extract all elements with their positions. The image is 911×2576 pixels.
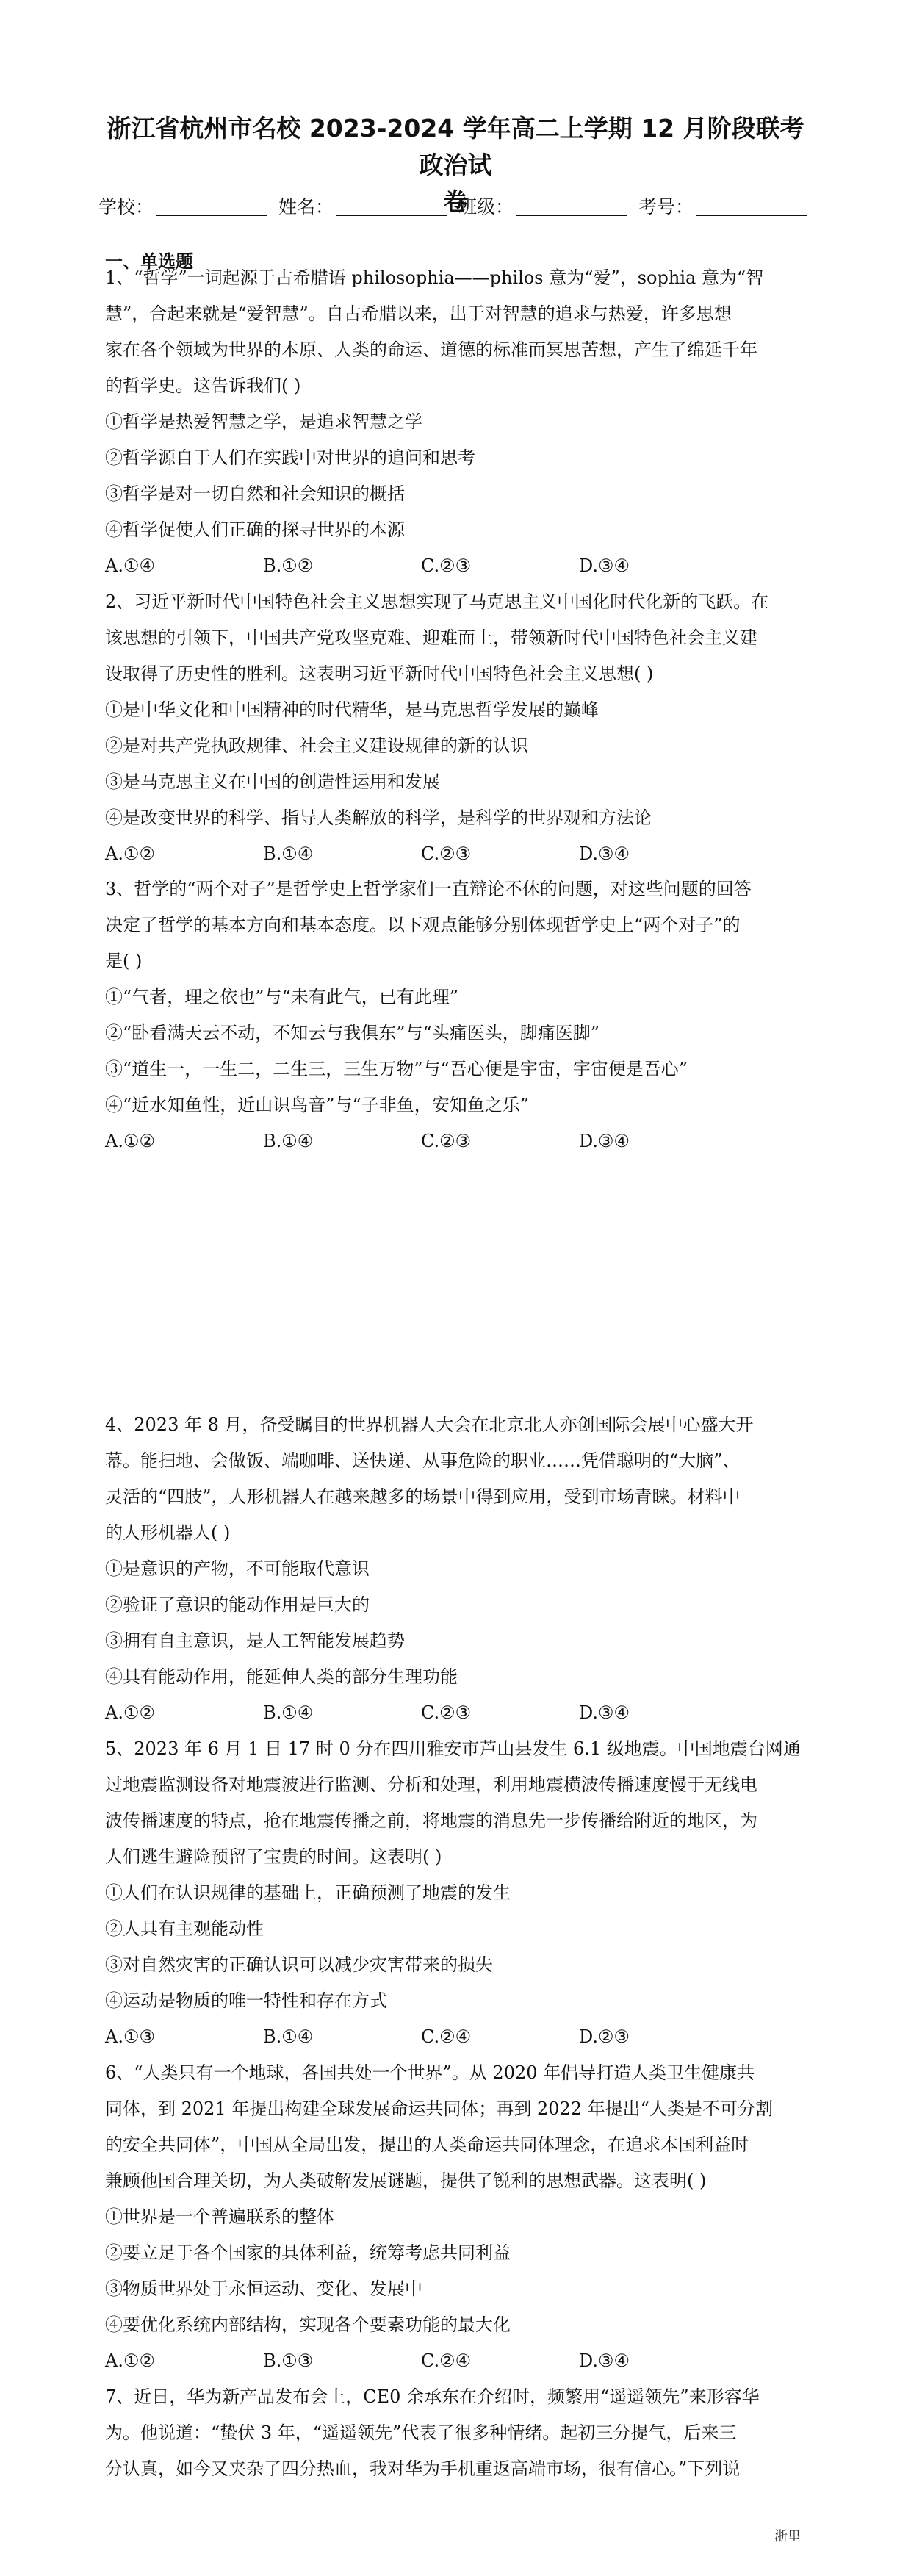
option-statement: ③哲学是对一切自然和社会知识的概括 bbox=[105, 483, 405, 504]
question-4 bbox=[105, 1407, 810, 1731]
exam-title-line-1: 浙江省杭州市名校 2023-2024 学年高二上学期 12 月阶段联考政治试 bbox=[107, 114, 804, 179]
option-statement: ①世界是一个普遍联系的整体 bbox=[105, 2206, 334, 2227]
option-statement: ④哲学促使人们正确的探寻世界的本源 bbox=[105, 519, 405, 540]
choice-a[interactable]: A.①② bbox=[105, 843, 155, 864]
choice-a[interactable]: A.①④ bbox=[105, 555, 155, 576]
answer-choices bbox=[105, 2343, 810, 2379]
class-label: 班级： bbox=[458, 196, 514, 217]
question-stem-line: 1、“哲学”一词起源于古希腊语 philosophia——philos 意为“爱”，sophia 意为“智 bbox=[105, 267, 764, 288]
choice-b[interactable]: B.①④ bbox=[263, 843, 314, 864]
choice-d[interactable]: D.③④ bbox=[579, 1131, 630, 1151]
question-stem-line: 的人形机器人( ) bbox=[105, 1522, 231, 1543]
option-statement: ④是改变世界的科学、指导人类解放的科学，是科学的世界观和方法论 bbox=[105, 807, 652, 828]
student-info-line bbox=[0, 193, 911, 219]
name-blank[interactable] bbox=[336, 199, 447, 216]
choice-d[interactable]: D.③④ bbox=[579, 843, 630, 864]
option-statement: ②人具有主观能动性 bbox=[105, 1918, 264, 1939]
question-3 bbox=[105, 871, 810, 1159]
option-statement: ①“气者，理之依也”与“未有此气，已有此理” bbox=[105, 987, 459, 1007]
choice-a[interactable]: A.①② bbox=[105, 2350, 155, 2371]
option-statement: ①是意识的产物，不可能取代意识 bbox=[105, 1558, 370, 1579]
option-statement: ④具有能动作用，能延伸人类的部分生理功能 bbox=[105, 1666, 458, 1687]
question-stem-line: 兼顾他国合理关切，为人类破解发展谜题，提供了锐利的思想武器。这表明( ) bbox=[105, 2170, 707, 2191]
question-stem-line: 灵活的“四肢”，人形机器人在越来越多的场景中得到应用，受到市场青睐。材料中 bbox=[105, 1486, 741, 1507]
question-stem-line: 是( ) bbox=[105, 951, 143, 971]
question-stem-line: 5、2023 年 6 月 1 日 17 时 0 分在四川雅安市芦山县发生 6.1 级地震。中国地震台网通 bbox=[105, 1738, 801, 1759]
option-statement: ①是中华文化和中国精神的时代精华，是马克思哲学发展的巅峰 bbox=[105, 699, 599, 720]
question-stem-line: 的安全共同体”，中国从全局出发，提出的人类命运共同体理念，在追求本国利益时 bbox=[105, 2134, 749, 2155]
option-statement: ②是对共产党执政规律、社会主义建设规律的新的认识 bbox=[105, 735, 528, 756]
option-statement: ③是马克思主义在中国的创造性运用和发展 bbox=[105, 771, 440, 792]
option-statement: ③物质世界处于永恒运动、变化、发展中 bbox=[105, 2278, 422, 2299]
page-footer: 浙里 bbox=[774, 2529, 801, 2544]
choice-c[interactable]: C.②③ bbox=[421, 1131, 472, 1151]
question-stem-line: 分认真，如今又夹杂了四分热血，我对华为手机重返高端市场，很有信心。”下列说 bbox=[105, 2458, 741, 2479]
question-stem-line: 3、哲学的“两个对子”是哲学史上哲学家们一直辩论不休的问题，对这些问题的回答 bbox=[105, 879, 752, 899]
name-label: 姓名： bbox=[278, 196, 334, 217]
choice-c[interactable]: C.②④ bbox=[421, 2026, 472, 2047]
option-statement: ③拥有自主意识，是人工智能发展趋势 bbox=[105, 1630, 405, 1651]
choice-a[interactable]: A.①② bbox=[105, 1131, 155, 1151]
option-statement: ①哲学是热爱智慧之学，是追求智慧之学 bbox=[105, 411, 422, 432]
question-stem-line: 过地震监测设备对地震波进行监测、分析和处理，利用地震横波传播速度慢于无线电 bbox=[105, 1774, 757, 1795]
question-stem-line: 慧”，合起来就是“爱智慧”。自古希腊以来，出于对智慧的追求与热爱，许多思想 bbox=[105, 303, 732, 324]
school-blank[interactable] bbox=[156, 199, 267, 216]
id-label: 考号： bbox=[638, 196, 694, 217]
question-1 bbox=[105, 260, 810, 584]
choice-c[interactable]: C.②④ bbox=[421, 2350, 472, 2371]
question-stem-line: 的哲学史。这告诉我们( ) bbox=[105, 375, 301, 396]
choice-d[interactable]: D.③④ bbox=[579, 555, 630, 576]
question-stem-line: 为。他说道：“蛰伏 3 年，“遥遥领先”代表了很多种情绪。起初三分提气，后来三 bbox=[105, 2422, 737, 2443]
question-stem-line: 人们逃生避险预留了宝贵的时间。这表明( ) bbox=[105, 1846, 442, 1867]
choice-b[interactable]: B.①④ bbox=[263, 1131, 314, 1151]
option-statement: ②要立足于各个国家的具体利益，统筹考虑共同利益 bbox=[105, 2242, 511, 2263]
question-6 bbox=[105, 2055, 810, 2379]
choice-b[interactable]: B.①③ bbox=[263, 2350, 314, 2371]
question-stem-line: 4、2023 年 8 月，备受瞩目的世界机器人大会在北京北人亦创国际会展中心盛大开 bbox=[105, 1414, 754, 1435]
answer-choices bbox=[105, 2019, 810, 2055]
question-stem-line: 该思想的引领下，中国共产党攻坚克难、迎难而上，带领新时代中国特色社会主义建 bbox=[105, 627, 757, 648]
choice-a[interactable]: A.①② bbox=[105, 1702, 155, 1723]
option-statement: ③“道生一，一生二，二生三，三生万物”与“吾心便是宇宙，宇宙便是吾心” bbox=[105, 1059, 688, 1079]
option-statement: ②“卧看满天云不动，不知云与我俱东”与“头痛医头，脚痛医脚” bbox=[105, 1023, 600, 1043]
choice-b[interactable]: B.①④ bbox=[263, 1702, 314, 1723]
choice-d[interactable]: D.③④ bbox=[579, 1702, 630, 1723]
choice-b[interactable]: B.①④ bbox=[263, 2026, 314, 2047]
question-stem-line: 7、近日，华为新产品发布会上，CE0 余承东在介绍时，频繁用“遥遥领先”来形容华 bbox=[105, 2386, 760, 2407]
choice-c[interactable]: C.②③ bbox=[421, 555, 472, 576]
answer-choices bbox=[105, 836, 810, 872]
choice-a[interactable]: A.①③ bbox=[105, 2026, 155, 2047]
option-statement: ④要优化系统内部结构，实现各个要素功能的最大化 bbox=[105, 2314, 511, 2335]
option-statement: ③对自然灾害的正确认识可以减少灾害带来的损失 bbox=[105, 1954, 493, 1975]
question-stem-line: 波传播速度的特点，抢在地震传播之前，将地震的消息先一步传播给附近的地区，为 bbox=[105, 1810, 757, 1831]
id-blank[interactable] bbox=[696, 199, 807, 216]
question-stem-line: 同体，到 2021 年提出构建全球发展命运共同体；再到 2022 年提出“人类是不可分割 bbox=[105, 2098, 773, 2119]
school-label: 学校： bbox=[98, 196, 154, 217]
choice-d[interactable]: D.③④ bbox=[579, 2350, 630, 2371]
question-stem-line: 设取得了历史性的胜利。这表明习近平新时代中国特色社会主义思想( ) bbox=[105, 663, 654, 684]
answer-choices bbox=[105, 1695, 810, 1731]
choice-c[interactable]: C.②③ bbox=[421, 843, 472, 864]
class-blank[interactable] bbox=[516, 199, 627, 216]
question-stem-line: 幕。能扫地、会做饭、端咖啡、送快递、从事危险的职业……凭借聪明的“大脑”、 bbox=[105, 1450, 741, 1471]
question-2 bbox=[105, 584, 810, 872]
question-stem-line: 家在各个领域为世界的本原、人类的命运、道德的标准而冥思苦想，产生了绵延千年 bbox=[105, 339, 757, 360]
choice-c[interactable]: C.②③ bbox=[421, 1702, 472, 1723]
exam-title-line-2: 卷 bbox=[443, 187, 468, 216]
question-stem-line: 6、“人类只有一个地球，各国共处一个世界”。从 2020 年倡导打造人类卫生健康共 bbox=[105, 2062, 755, 2083]
question-stem-line: 2、习近平新时代中国特色社会主义思想实现了马克思主义中国化时代化新的飞跃。在 bbox=[105, 591, 769, 612]
question-7 bbox=[105, 2379, 810, 2487]
option-statement: ②验证了意识的能动作用是巨大的 bbox=[105, 1594, 370, 1615]
question-stem-line: 决定了哲学的基本方向和基本态度。以下观点能够分别体现哲学史上“两个对子”的 bbox=[105, 915, 741, 935]
option-statement: ④“近水知鱼性，近山识鸟音”与“子非鱼，安知鱼之乐” bbox=[105, 1095, 530, 1115]
option-statement: ④运动是物质的唯一特性和存在方式 bbox=[105, 1990, 387, 2011]
section-heading: 一、单选题 bbox=[105, 251, 193, 272]
question-5 bbox=[105, 1731, 810, 2055]
choice-d[interactable]: D.②③ bbox=[579, 2026, 630, 2047]
choice-b[interactable]: B.①② bbox=[263, 555, 314, 576]
option-statement: ①人们在认识规律的基础上，正确预测了地震的发生 bbox=[105, 1882, 511, 1903]
answer-choices bbox=[105, 548, 810, 584]
answer-choices bbox=[105, 1123, 810, 1159]
option-statement: ②哲学源自于人们在实践中对世界的追问和思考 bbox=[105, 447, 475, 468]
